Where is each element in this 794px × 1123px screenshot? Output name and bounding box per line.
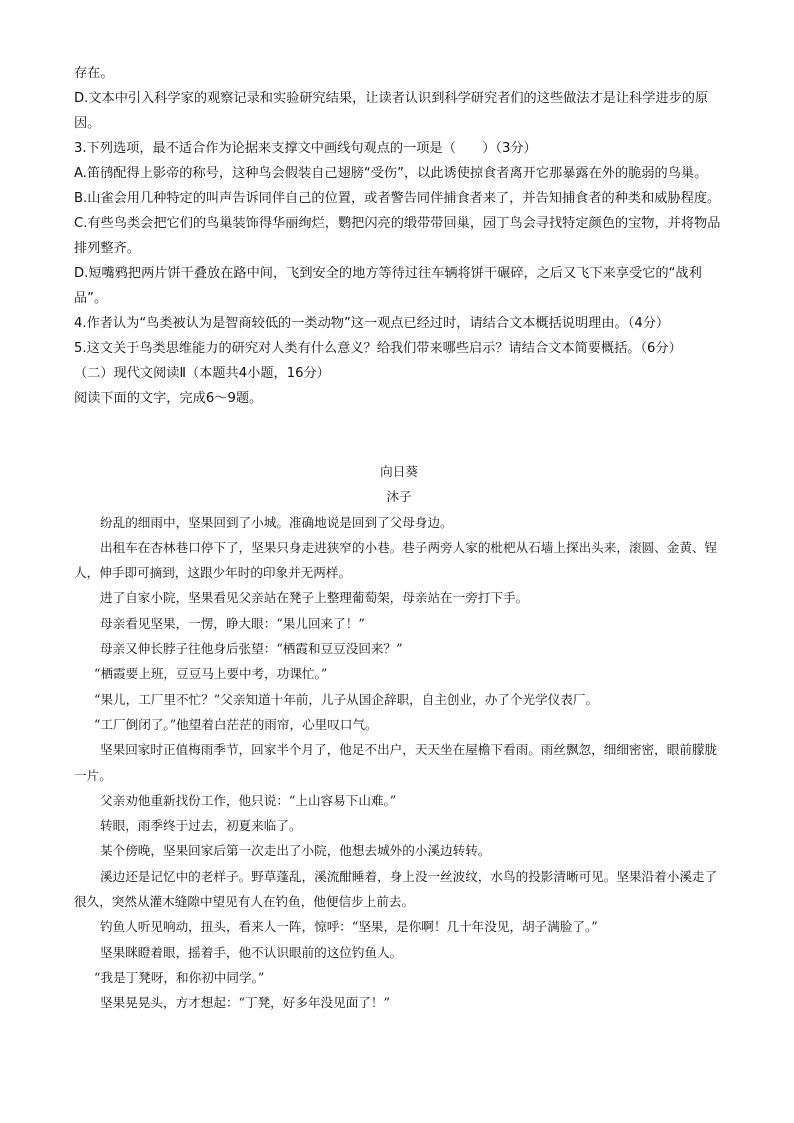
q2-tail: 存在。 xyxy=(74,66,114,81)
passage-paragraph: 钓鱼人听见响动，扭头，看来人一阵，惊呼：“坚果，是你啊！几十年没见，胡子满脸了。” xyxy=(100,919,598,935)
passage xyxy=(74,459,724,1016)
passage-paragraph: 母亲看见坚果，一愣，睁大眼：“果儿回来了！” xyxy=(100,615,365,631)
passage-paragraph: 进了自家小院，坚果看见父亲站在凳子上整理葡萄架，母亲站在一旁打下手。 xyxy=(100,590,529,606)
passage-paragraph: 溪边还是记忆中的老样子。野草蓬乱，溪流酣睡着，身上没一丝波纹，水鸟的投影清晰可见。坚果沿着小溪走了很久，突然从灌木缝隙中望见有人在钓鱼，他便信步上前去。 xyxy=(74,868,718,910)
passage-paragraph: 坚果回家时正值梅雨季节，回家半个月了，他足不出户，天天坐在屋檐下看雨。雨丝飘忽，细细密密，眼前朦胧一片。 xyxy=(74,742,718,783)
q3-option-a: A.笛鸻配得上影帝的称号，这种鸟会假装自己翅膀“受伤”，以此诱使掠食者离开它那暴露在外的脆弱的鸟巢。 xyxy=(74,166,708,181)
passage-author: 沐子 xyxy=(386,489,412,505)
reading-instruction: 阅读下面的文字，完成6～9题。 xyxy=(74,391,263,406)
q3-option-b: B.山雀会用几种特定的叫声告诉同伴自己的位置，或者警告同伴捕食者来了，并告知捕食者的种类和威胁程度。 xyxy=(74,191,721,206)
passage-paragraph: “栖霞要上班，豆豆马上要中考，功课忙。” xyxy=(94,666,328,682)
passage-paragraph: “工厂倒闭了。”他望着白茫茫的雨帘，心里叹口气。 xyxy=(94,716,378,732)
q3-stem: 3.下列选项，最不适合作为论据来支撑文中画线句观点的一项是（ ）（3分） xyxy=(74,141,537,156)
questions-section xyxy=(74,61,724,411)
passage-paragraph: 纷乱的细雨中，坚果回到了小城。准确地说是回到了父母身边。 xyxy=(100,514,453,530)
passage-paragraph: 转眼，雨季终于过去，初夏来临了。 xyxy=(100,818,302,834)
passage-paragraph: “我是丁凳呀，和你初中同学。” xyxy=(94,969,265,985)
q2-option-d: D.文本中引入科学家的观察记录和实验研究结果，让读者认识到科学研究者们的这些做法才是让科学进步的原因。 xyxy=(74,91,709,131)
passage-paragraph: 某个傍晚，坚果回家后第一次走出了小院，他想去城外的小溪边转转。 xyxy=(100,843,491,859)
passage-paragraph: 坚果眯瞪着眼，摇着手，他不认识眼前的这位钓鱼人。 xyxy=(100,944,403,960)
section-header: （二）现代文阅读Ⅱ（本题共4小题，16分） xyxy=(74,366,330,381)
q3-option-c: C.有些鸟类会把它们的鸟巢装饰得华丽绚烂，鹦把闪亮的缎带带回巢，园丁鸟会寻找特定颜色的宝物，并将物品排列整齐。 xyxy=(74,216,721,256)
passage-paragraph: 出租车在杏林巷口停下了，坚果只身走进狭窄的小巷。巷子两旁人家的枇杷从石墙上探出头来，滚圆、金黄、锃人，伸手即可摘到，这跟少年时的印象并无两样。 xyxy=(74,539,718,581)
passage-paragraph: 母亲又伸长脖子往他身后张望：“栖霞和豆豆没回来？” xyxy=(100,641,403,657)
q4: 4.作者认为“鸟类被认为是智商较低的一类动物”这一观点已经过时，请结合文本概括说明理由。（4分） xyxy=(74,316,670,331)
passage-title: 向日葵 xyxy=(380,464,418,479)
passage-paragraph: “果儿，工厂里不忙？”父亲知道十年前，儿子从国企辞职，自主创业，办了个光学仪表厂。 xyxy=(94,691,599,707)
passage-paragraph: 坚果晃晃头，方才想起：“丁凳，好多年没见面了！” xyxy=(100,995,390,1011)
passage-paragraph: 父亲劝他重新找份工作，他只说：“上山容易下山难。” xyxy=(100,792,397,808)
q5: 5.这文关于鸟类思维能力的研究对人类有什么意义？给我们带来哪些启示？请结合文本简要概括。（6分） xyxy=(74,341,682,356)
q3-option-d: D.短嘴鸦把两片饼干叠放在路中间，飞到安全的地方等待过往车辆将饼干碾碎，之后又飞下来享受它的“战利品”。 xyxy=(74,266,702,306)
